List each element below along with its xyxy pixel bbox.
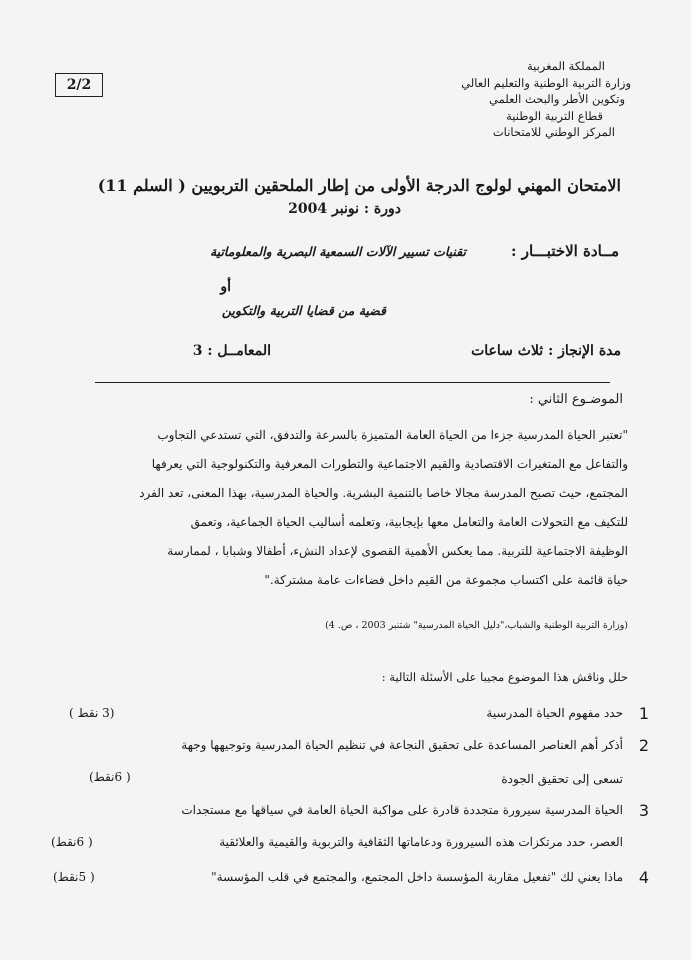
exam-session: دورة : نونبر 2004 — [288, 201, 401, 217]
quote-source: (وزارة التربية الوطنية والشباب،"دليل الحياة المدرسية" شتنبر 2003 ، ص. 4) — [325, 620, 628, 631]
question-item — [49, 801, 649, 861]
question-number: 2 — [638, 736, 649, 755]
section-divider — [95, 382, 610, 383]
institution-header — [461, 58, 631, 141]
question-text: حدد مفهوم الحياة المدرسية — [486, 706, 623, 720]
topic-title: الموضـوع الثاني : — [529, 392, 623, 407]
subject-value-alternative: قضية من قضايا التربية والتكوين — [221, 303, 386, 318]
question-text-continued: العصر، حدد مرتكزات هذه السيرورة ودعاماتها الثقافية والتربوية والقيمية والعلائقية — [219, 835, 623, 849]
quote-line: الوظيفة الاجتماعية للتربية. مما يعكس الأهمية القصوى لإعداد النشء، أطفالا وشبابا ، لممارسة — [167, 544, 628, 558]
quote-line: للتكيف مع التحولات العامة والتعامل معها بإيجابية، وتعلمه أساليب الحياة الجماعية، وتعمق — [190, 515, 628, 529]
question-points: ( 5نقط) — [53, 870, 95, 884]
topic-quote — [63, 421, 628, 595]
exam-coefficient: المعامــل : 3 — [192, 343, 271, 359]
or-separator: أو — [220, 279, 231, 295]
question-points: (3 نقط ) — [69, 706, 115, 720]
question-number: 1 — [638, 704, 649, 723]
question-item — [49, 704, 649, 728]
header-line: وزارة التربية الوطنية والتعليم العالي — [461, 75, 631, 90]
header-line: المملكة المغربية — [526, 59, 605, 73]
question-item — [49, 868, 649, 892]
question-text: الحياة المدرسية سيرورة متجددة قادرة على مواكبة الحياة العامة في سياقها مع مستجدات — [181, 803, 623, 817]
header-line: المركز الوطني للامتحانات — [492, 125, 615, 139]
exam-title: الامتحان المهني لولوج الدرجة الأولى من إطار الملحقين التربويين ( السلم 11) — [97, 176, 621, 195]
quote-line: والتفاعل مع المتغيرات الاقتصادية والقيم الاجتماعية والتطورات المعرفية والتكنولوجية التي يعرفها — [151, 457, 628, 471]
header-line: وتكوين الأطر والبحث العلمي — [489, 92, 625, 106]
exam-duration: مدة الإنجاز : ثلاث ساعات — [471, 343, 621, 359]
instruction: حلل وناقش هذا الموضوع مجيبا على الأسئلة التالية : — [381, 670, 628, 684]
question-points: ( 6نقط) — [89, 770, 131, 784]
quote-line: حياة قائمة على اكتساب مجموعة من القيم داخل فضاءات عامة مشتركة." — [264, 573, 628, 587]
header-line: قطاع التربية الوطنية — [506, 108, 603, 123]
question-text-continued: تسعى إلى تحقيق الجودة — [501, 772, 623, 786]
question-number: 4 — [638, 868, 649, 887]
page-number-box: 2/2 — [55, 73, 103, 97]
question-text: أذكر أهم العناصر المساعدة على تحقيق النجاعة في تنظيم الحياة المدرسية وتوجيهها وجهة — [181, 738, 623, 752]
quote-line: المجتمع، حيث تصبح المدرسة مجالا خاصا بالتنمية البشرية. والحياة المدرسية، بهذا المعنى، تعد الفرد — [139, 486, 628, 500]
question-number: 3 — [638, 801, 649, 820]
subject-value: تقنيات تسيير الآلات السمعية البصرية والمعلوماتية — [209, 244, 466, 259]
subject-label: مــادة الاختبـــار : — [511, 242, 619, 260]
question-item — [49, 736, 649, 796]
quote-line: "تعتبر الحياة المدرسية جزءا من الحياة العامة المتميزة بالسرعة والتدفق، التي تستدعي التجاوب — [157, 428, 628, 442]
question-text: ماذا يعني لك "تفعيل مقاربة المؤسسة داخل المجتمع، والمجتمع في قلب المؤسسة" — [211, 870, 623, 884]
question-points: ( 6نقط) — [51, 835, 93, 849]
